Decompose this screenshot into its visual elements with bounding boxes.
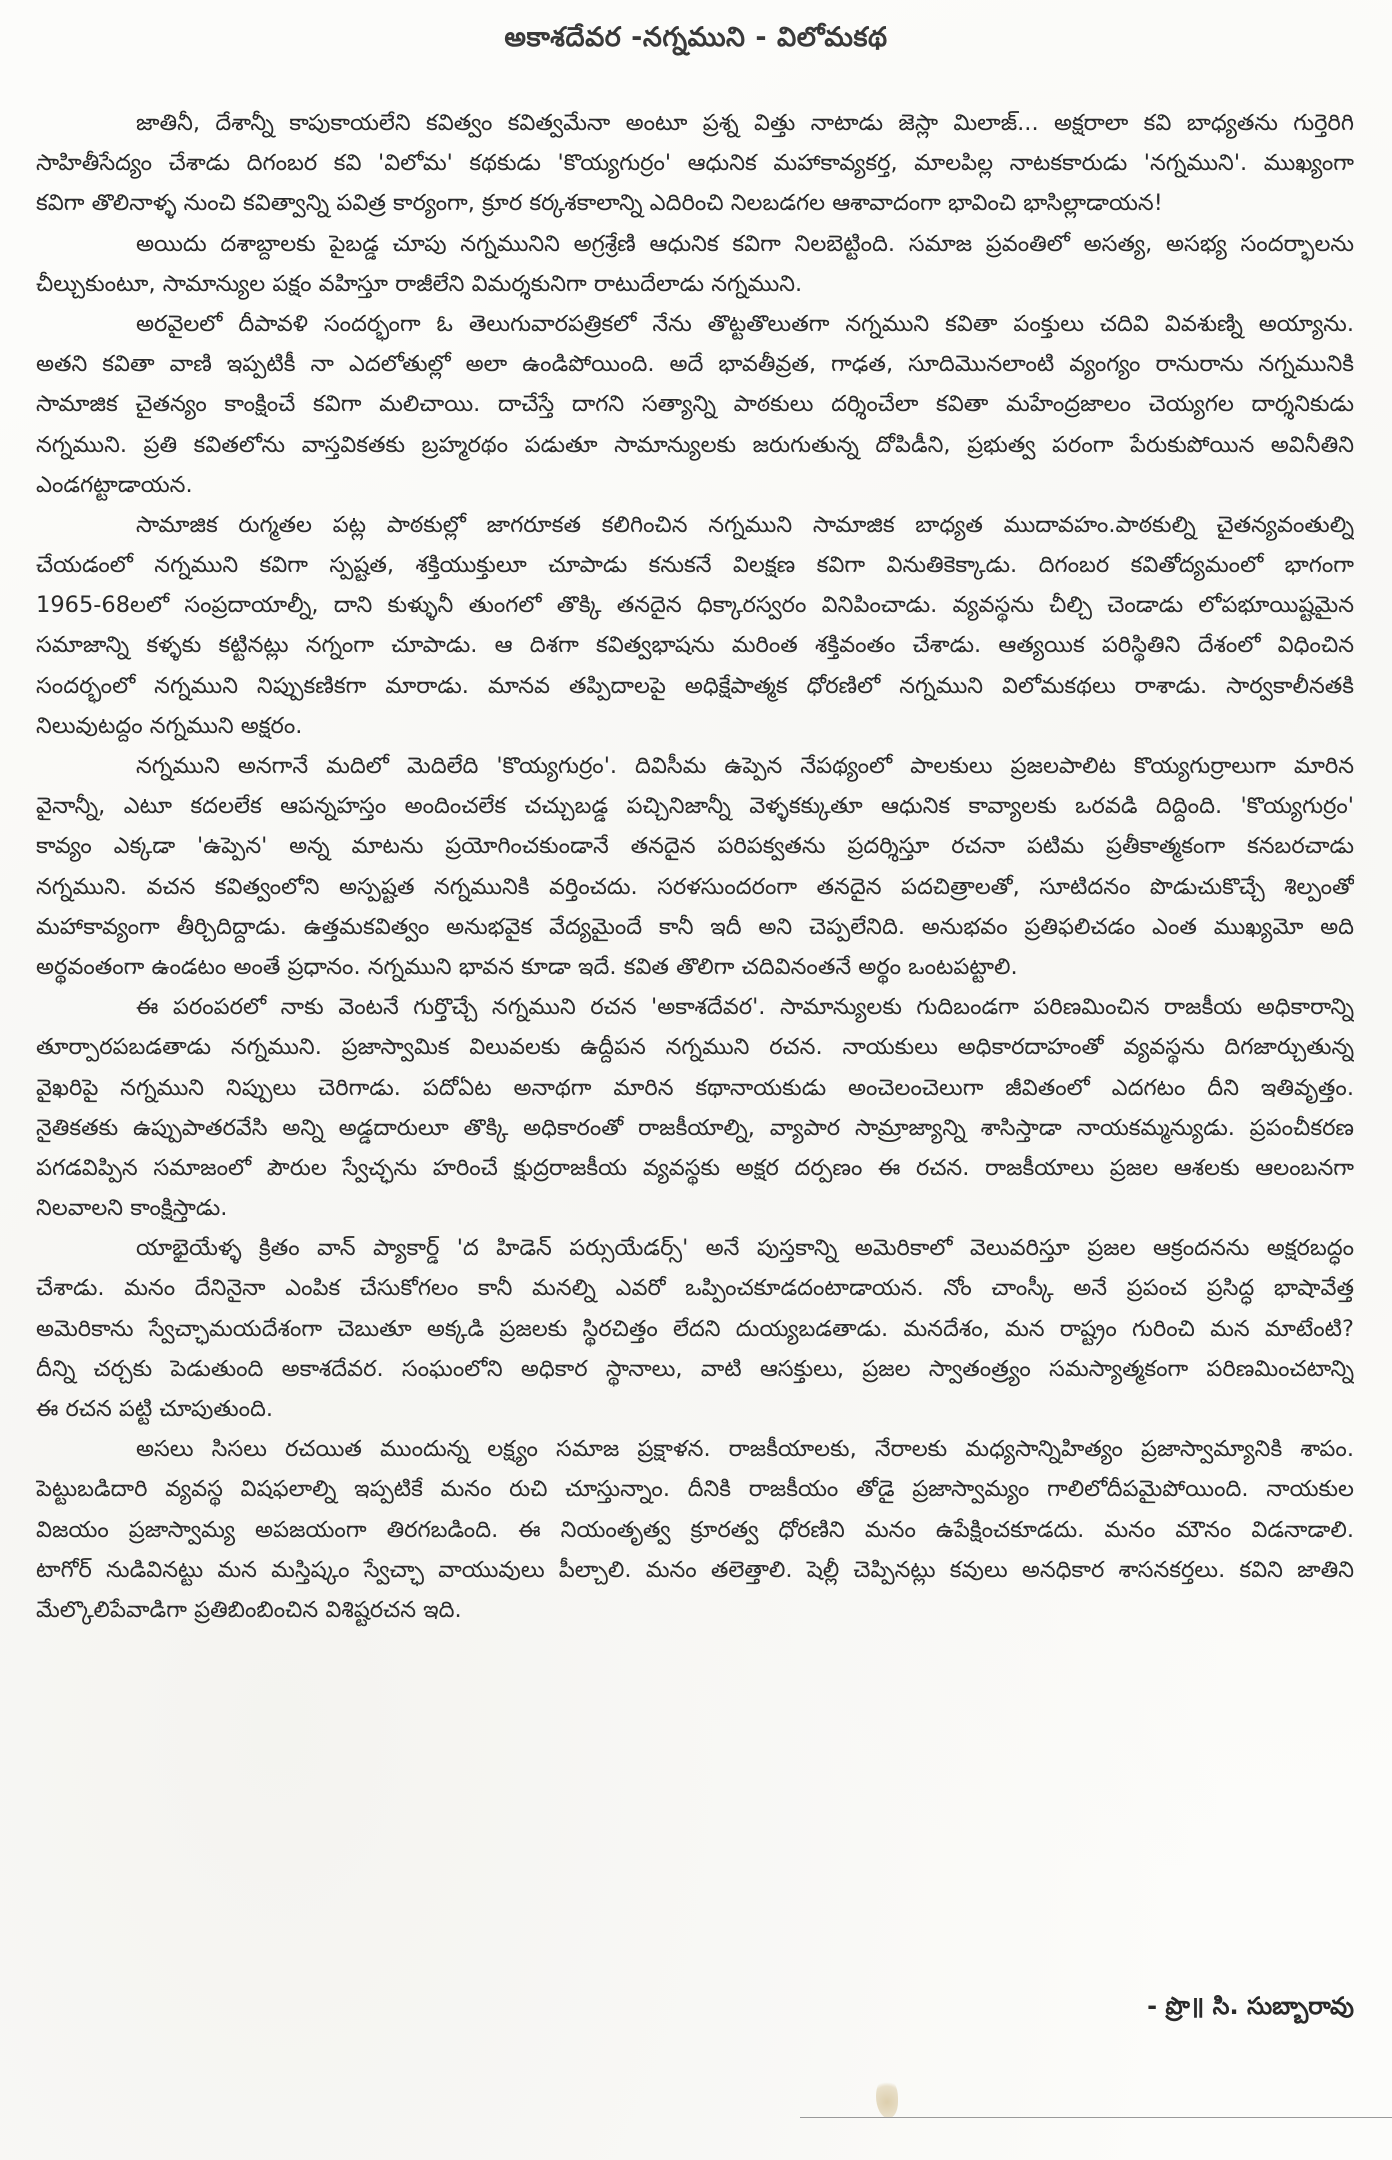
paragraph-line: నిలవాలని కాంక్షిస్తాడు. [36, 1195, 228, 1222]
paragraph-line: యాభైయేళ్ళ క్రితం వాన్ ప్యాకార్డ్ 'ద హిడెన్ పర్సుయేడర్స్' అనే పుస్తకాన్ని అమెరికాలో వెలువరిస్తూ ప్రజల ఆక్రందనను అక్షరబద్ధం [136, 1235, 1354, 1262]
paragraph-line: వైఖరిపై నగ్నముని నిప్పులు చెరిగాడు. పదోఏట అనాథగా మారిన కథానాయకుడు అంచెలంచెలుగా జీవితంలో ఎదగటం దీని ఇతివృత్తం. [36, 1074, 1354, 1101]
paragraph-line: కావ్యం ఎక్కడా 'ఉప్పెన' అన్న మాటను ప్రయోగించకుండానే తనదైన పరిపక్వతను ప్రదర్శిస్తూ రచనా పటిమ ప్రతీకాత్మకంగా కనబరచాడు [36, 833, 1354, 860]
paragraph-line: అర్థవంతంగా ఉండటం అంతే ప్రధానం. నగ్నముని భావన కూడా ఇదే. కవిత తొలిగా చదివినంతనే అర్థం ఒంటపట్టాలి. [36, 953, 1018, 980]
paragraph-line: చీల్చుకుంటూ, సామాన్యుల పక్షం వహిస్తూ రాజీలేని విమర్శకునిగా రాటుదేలాడు నగ్నముని. [36, 270, 803, 297]
paragraph-line: చేశాడు. మనం దేనినైనా ఎంపిక చేసుకోగలం కానీ మనల్ని ఎవరో ఒప్పించకూడదంటాడాయన. నోం చాంస్కీ అనే ప్రపంచ ప్రసిద్ధ భాషావేత్త [36, 1275, 1354, 1302]
paragraph [36, 746, 1354, 987]
paragraph-line: నైతికతకు ఉప్పుపాతరవేసి అన్ని అడ్డదారులూ తొక్కి అధికారంతో రాజకీయాల్ని, వ్యాపార సామ్రాజ్యాన్ని శాసిస్తాడా నాయకమ్మన్యుడు. ప్రపంచీకరణ [36, 1114, 1354, 1141]
paragraph-line: పెట్టుబడిదారి వ్యవస్థ విషఫలాల్ని ఇప్పటికే మనం రుచి చూస్తున్నాం. దీనికి రాజకీయం తోడై ప్రజాస్వామ్యం గాలిలోదీపమైపోయింది. నాయకుల [36, 1476, 1354, 1503]
paragraph [36, 304, 1354, 505]
paragraph [36, 103, 1354, 224]
paragraph-line: టాగోర్ నుడివినట్టు మన మస్తిష్కం స్వేచ్ఛా వాయువులు పీల్చాలి. మనం తలెత్తాలి. షెల్లీ చెప్పినట్లు కవులు అనధికార శాసనకర్తలు. కవిని జాతిని [36, 1556, 1354, 1583]
paragraph-line: అతని కవితా వాణి ఇప్పటికీ నా ఎదలోతుల్లో అలా ఉండిపోయింది. అదే భావతీవ్రత, గాఢత, సూదిమొనలాంటి వ్యంగ్యం రానురాను నగ్నమునికి [36, 351, 1354, 378]
article-body [36, 103, 1354, 1630]
paragraph [36, 987, 1354, 1228]
paragraph-line: అరవైలలో దీపావళి సందర్భంగా ఓ తెలుగువారపత్రికలో నేను తొట్టతొలుతగా నగ్నముని కవితా పంక్తులు చదివి వివశుణ్ని అయ్యాను. [136, 310, 1354, 337]
paragraph-line: అయిదు దశాబ్దాలకు పైబడ్డ చూపు నగ్నమునిని అగ్రశ్రేణి ఆధునిక కవిగా నిలబెట్టింది. సమాజ ప్రవంతిలో అసత్య, అసభ్య సందర్భాలను [136, 230, 1354, 257]
paragraph-line: పగడవిప్పిన సమాజంలో పౌరుల స్వేచ్ఛను హరించే క్షుద్రరాజకీయ వ్యవస్థకు అక్షర దర్పణం ఈ రచన. రాజకీయాలు ప్రజల ఆశలకు ఆలంబనగా [36, 1154, 1354, 1181]
paragraph-line: ఎండగట్టాడాయన. [36, 471, 193, 498]
paragraph-line: దీన్ని చర్చకు పెడుతుంది అకాశదేవర. సంఘంలోని అధికార స్థానాలు, వాటి ఆసక్తులు, ప్రజల స్వాతంత్ర్యం సమస్యాత్మకంగా పరిణమించటాన్ని [36, 1355, 1354, 1382]
paragraph-line: సందర్భంలో నగ్నముని నిప్పుకణికగా మారాడు. మానవ తప్పిదాలపై అధిక్షేపాత్మక ధోరణిలో నగ్నముని విలోమకథలు రాశాడు. సార్వకాలీనతకి [36, 672, 1354, 699]
paragraph-line: 1965-68లలో సంప్రదాయాల్నీ, దాని కుళ్ళునీ తుంగలో తొక్కి తనదైన ధిక్కారస్వరం వినిపించాడు. వ్యవస్థను చీల్చి చెండాడు లోపభూయిష్టమైన [36, 592, 1354, 619]
paragraph-line: చేయడంలో నగ్నముని కవిగా స్పష్టత, శక్తియుక్తులూ చూపాడు కనుకనే విలక్షణ కవిగా వినుతికెక్కాడు. దిగంబర కవితోద్యమంలో భాగంగా [36, 552, 1354, 579]
paragraph-line: మేల్కొలిపేవాడిగా ప్రతిబింబించిన విశిష్టరచన ఇది. [36, 1596, 462, 1623]
paragraph-line: నిలువుటద్దం నగ్నముని అక్షరం. [36, 712, 303, 739]
paragraph [36, 224, 1354, 304]
paragraph [36, 1429, 1354, 1630]
paragraph-line: అసలు సిసలు రచయిత ముందున్న లక్ష్యం సమాజ ప్రక్షాళన. రాజకీయాలకు, నేరాలకు మధ్యసాన్నిహిత్యం ప్రజాస్వామ్యానికి శాపం. [136, 1436, 1354, 1463]
paragraph-line: సమాజాన్ని కళ్ళకు కట్టినట్లు నగ్నంగా చూపాడు. ఆ దిశగా కవిత్వభాషను మరింత శక్తివంతం చేశాడు. ఆత్యయిక పరిస్థితిని దేశంలో విధించిన [36, 632, 1354, 659]
paragraph-line: కవిగా తొలినాళ్ళ నుంచి కవిత్వాన్ని పవిత్ర కార్యంగా, క్రూర కర్కశకాలాన్ని ఎదిరించి నిలబడగల ఆశావాదంగా భావించి భాసిల్లాడాయన! [36, 190, 1163, 217]
paragraph-line: అమెరికాను స్వేచ్ఛామయదేశంగా చెబుతూ అక్కడి ప్రజలకు స్థిరచిత్తం లేదని దుయ్యబడతాడు. మనదేశం, మన రాష్ట్రం గురించి మన మాటేంటి? [36, 1315, 1354, 1342]
paragraph-line: నగ్నముని. ప్రతి కవితలోను వాస్తవికతకు బ్రహ్మరథం పడుతూ సామాన్యులకు జరుగుతున్న దోపిడీని, ప్రభుత్వ పరంగా పేరుకుపోయిన అవినీతిని [36, 431, 1354, 458]
paragraph-line: ఈ రచన పట్టి చూపుతుంది. [36, 1396, 274, 1422]
paragraph-line: ఈ పరంపరలో నాకు వెంటనే గుర్తొచ్చే నగ్నముని రచన 'అకాశదేవర'. సామాన్యులకు గుదిబండగా పరిణమించిన రాజకీయ అధికారాన్ని [136, 994, 1354, 1021]
paragraph [36, 505, 1354, 746]
paper-stain [876, 2078, 898, 2118]
paragraph-line: సాహితీసేద్యం చేశాడు దిగంబర కవి 'విలోమ' కథకుడు 'కొయ్యగుర్రం' ఆధునిక మహాకావ్యకర్త, మాలపిల్ల నాటకకారుడు 'నగ్నముని'. ముఖ్యంగా [36, 150, 1354, 177]
paragraph-line: నగ్నముని అనగానే మదిలో మెదిలేది 'కొయ్యగుర్రం'. దివిసీమ ఉప్పెన నేపథ్యంలో పాలకులు ప్రజలపాలిట కొయ్యగుర్రాలుగా మారిన [136, 753, 1354, 779]
paragraph-line: మహాకావ్యంగా తీర్చిదిద్దాడు. ఉత్తమకవిత్వం అనుభవైక వేద్యమైందే కానీ ఇదీ అని చెప్పలేనిది. అనుభవం ప్రతిఫలిచడం ఎంత ముఖ్యమో అది [36, 913, 1354, 940]
paragraph [36, 1228, 1354, 1429]
paragraph-line: సామాజిక రుగ్మతల పట్ల పాఠకుల్లో జాగరూకత కలిగించిన నగ్నముని సామాజిక బాధ్యత ముదావహం.పాఠకుల్ని చైతన్యవంతుల్ని [136, 511, 1354, 538]
paragraph-line: జాతినీ, దేశాన్నీ కాపుకాయలేని కవిత్వం కవిత్వమేనా అంటూ ప్రశ్న విత్తు నాటాడు జెస్లా మిలాజ్... అక్షరాలా కవి బాధ్యతను గుర్తెరిగి [136, 110, 1354, 136]
paragraph-line: నగ్నముని. వచన కవిత్వంలోని అస్పష్టత నగ్నమునికి వర్తించదు. సరళసుందరంగా తనదైన పదచిత్రాలతో, సూటిదనం పొడుచుకొచ్చే శిల్పంతో [36, 873, 1354, 900]
paragraph-line: విజయం ప్రజాస్వామ్య అపజయంగా తిరగబడింది. ఈ నియంతృత్వ క్రూరత్వ ధోరణిని మనం ఉపేక్షించకూడదు. మనం మౌనం విడనాడాలి. [36, 1516, 1354, 1543]
paragraph-line: వైనాన్నీ, ఎటూ కదలలేక ఆపన్నహస్తం అందించలేక చచ్చుబడ్డ పచ్చినిజాన్నీ వెళ్ళకక్కుతూ ఆధునిక కావ్యాలకు ఒరవడి దిద్దింది. 'కొయ్యగుర్రం' [36, 793, 1354, 820]
page-edge-line [800, 2117, 1392, 2118]
author-signature: - ప్రొ॥ సి. సుబ్బారావు [1147, 1992, 1354, 2020]
document-title: అకాశదేవర -నగ్నముని - విలోమకథ [504, 22, 888, 53]
paragraph-line: తూర్పారపబడతాడు నగ్నముని. ప్రజాస్వామిక విలువలకు ఉద్దీపన నగ్నముని రచన. నాయకులు అధికారదాహంతో వ్యవస్థను దిగజార్చుతున్న [36, 1034, 1354, 1061]
paragraph-line: సామాజిక చైతన్యం కాంక్షించే కవిగా మలిచాయి. దాచేస్తే దాగని సత్యాన్ని పాఠకులు దర్శించేలా కవితా మహేంద్రజాలం చెయ్యగల దార్శనికుడు [36, 391, 1354, 418]
